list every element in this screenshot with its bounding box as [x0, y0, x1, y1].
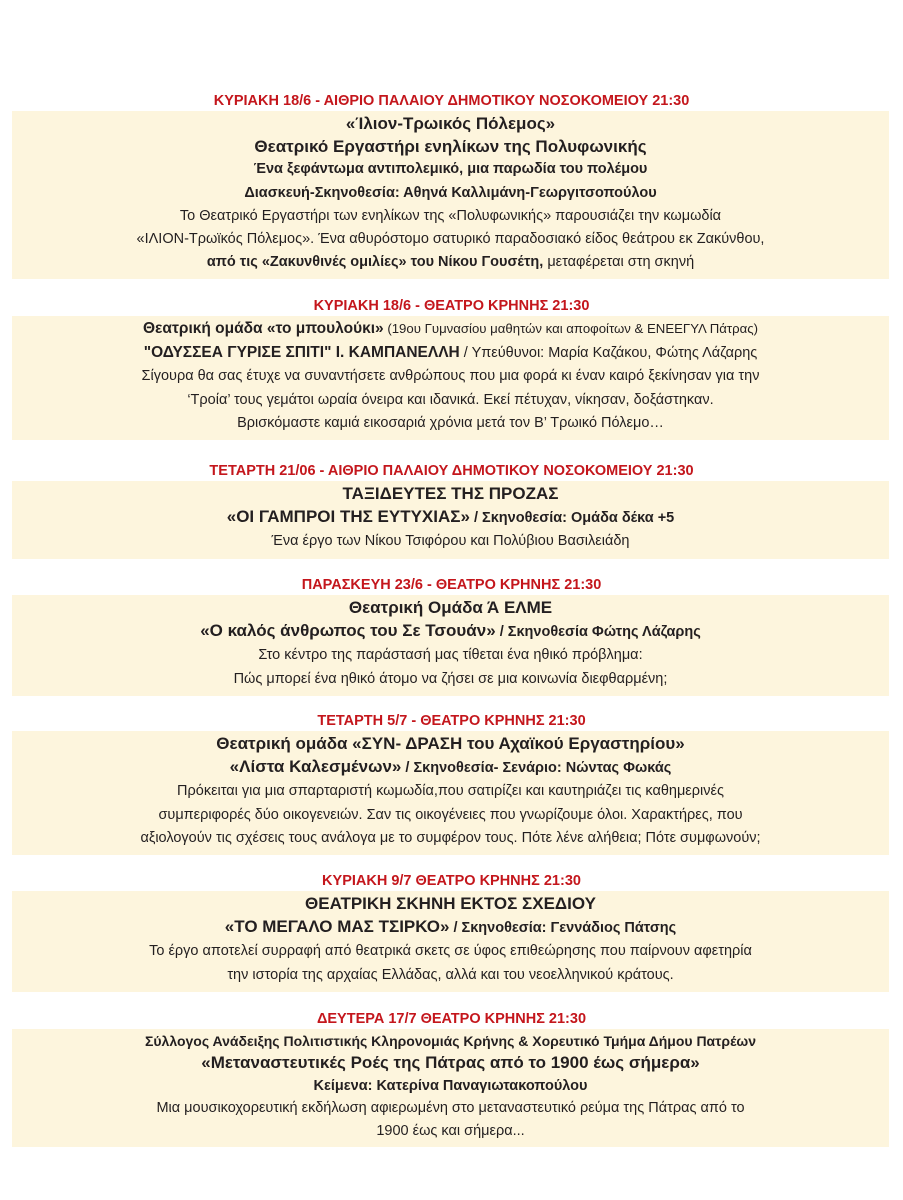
event-title-bold: «Ο καλός άνθρωπος του Σε Τσουάν» — [200, 621, 496, 641]
event-date: ΚΥΡΙΑΚΗ 18/6 - ΘΕΑΤΡΟ ΚΡΗΝΗΣ 21:30 — [313, 298, 590, 314]
event-2 — [0, 296, 903, 440]
event-desc-line: την ιστορία της αρχαίας Ελλάδας, αλλά και του νεοελληνικού κράτους. — [227, 966, 674, 983]
event-title — [16, 619, 885, 644]
event-title-rest: / Σκηνοθεσία: Γεννάδιος Πάτσης — [449, 920, 677, 937]
event-title-rest: / Υπεύθυνοι: Μαρία Καζάκου, Φώτης Λάζαρης — [459, 345, 758, 362]
event-desc-line — [16, 251, 885, 274]
event-title-rest: / Σκηνοθεσία- Σενάριο: Νώντας Φωκάς — [401, 760, 672, 777]
event-box — [12, 595, 889, 696]
event-desc-line: Στο κέντρο της παράστασή μας τίθεται ένα ηθικό πρόβλημα: — [258, 647, 643, 664]
event-date: ΤΕΤΑΡΤΗ 5/7 - ΘΕΑΤΡΟ ΚΡΗΝΗΣ 21:30 — [317, 713, 586, 729]
event-subtitle: Ένα ξεφάντωμα αντιπολεμικό, μια παρωδία του πολέμου — [253, 161, 648, 178]
event-date: ΠΑΡΑΣΚΕΥΗ 23/6 - ΘΕΑΤΡΟ ΚΡΗΝΗΣ 21:30 — [301, 577, 602, 593]
event-desc-line: ‘Τροία’ τους γεμάτοι ωραία όνειρα και ιδανικά. Εκεί πέτυχαν, νίκησαν, δοξάστηκαν. — [187, 391, 714, 408]
event-desc-line: Μια μουσικοχορευτική εκδήλωση αφιερωμένη στο μεταναστευτικό ρεύμα της Πάτρας από το — [156, 1100, 745, 1117]
event-credits: Διασκευή-Σκηνοθεσία: Αθηνά Καλλιμάνη-Γεωργιτσοπούλου — [244, 184, 657, 201]
event-title-bold: «ΟΙ ΓΑΜΠΡΟΙ ΤΗΣ ΕΥΤΥΧΙΑΣ» — [226, 507, 470, 527]
event-title: «Μεταναστευτικές Ροές της Πάτρας από το 1900 έως σήμερα» — [201, 1053, 700, 1073]
event-5 — [0, 711, 903, 855]
event-group: Θεατρική Ομάδα Ά ΕΛΜΕ — [348, 598, 553, 617]
event-desc-line: Βρισκόμαστε καμιά εικοσαριά χρόνια μετά τον Β’ Τρωικό Πόλεμο… — [237, 414, 664, 431]
event-title — [16, 341, 885, 365]
event-title-rest: / Σκηνοθεσία Φώτης Λάζαρης — [495, 624, 701, 641]
event-box — [12, 111, 889, 279]
event-title: «Ίλιον-Τρωικός Πόλεμος» — [345, 114, 556, 133]
event-desc-line: Σίγουρα θα σας έτυχε να συναντήσετε ανθρώπους που μια φορά κι έναν καιρό ξεκίνησαν για την — [141, 368, 760, 385]
event-group — [16, 317, 885, 341]
event-desc-line: Το έργο αποτελεί συρραφή από θεατρικά σκετς σε ύφος επιθεώρησης που παίρνουν αφετηρία — [149, 943, 752, 960]
event-title — [16, 915, 885, 940]
event-group: Σύλλογος Ανάδειξης Πολιτιστικής Κληρονομιάς Κρήνης & Χορευτικό Τμήμα Δήμου Πατρέων — [145, 1033, 756, 1049]
event-desc-line: «ΙΛΙΟΝ-Τρωϊκός Πόλεμος». Ένα αθυρόστομο σατυρικό παραδοσιακό είδος θεάτρου εκ Ζακύνθου, — [136, 231, 765, 248]
event-box — [12, 316, 889, 440]
event-title-bold: «Λίστα Καλεσμένων» — [229, 757, 402, 777]
event-group-bold: Θεατρική ομάδα «το μπουλούκι» — [143, 320, 384, 337]
event-group: ΘΕΑΤΡΙΚΗ ΣΚΗΝΗ ΕΚΤΟΣ ΣΧΕΔΙΟΥ — [305, 894, 596, 913]
event-group-rest: (19ου Γυμνασίου μαθητών και αποφοίτων & ΕΝΕΕΓΥΛ Πάτρας) — [383, 321, 758, 336]
event-box — [12, 891, 889, 992]
event-title-bold: "ΟΔΥΣΣΕΑ ΓΥΡΙΣΕ ΣΠΙΤΙ" Ι. ΚΑΜΠΑΝΕΛΛΗ — [143, 344, 460, 362]
event-desc-line: συμπεριφορές δύο οικογενειών. Σαν τις οικογένειες που γνωρίζουμε όλοι. Χαρακτήρες, που — [158, 806, 743, 823]
event-credits: Κείμενα: Κατερίνα Παναγιωτακοπούλου — [313, 1077, 588, 1094]
event-box — [12, 731, 889, 855]
event-title-bold: «ΤΟ ΜΕΓΑΛΟ ΜΑΣ ΤΣΙΡΚΟ» — [224, 917, 450, 937]
event-title-rest: / Σκηνοθεσία: Ομάδα δέκα +5 — [469, 510, 675, 527]
event-title — [16, 505, 885, 530]
event-1 — [0, 91, 903, 279]
event-3 — [0, 461, 903, 559]
event-desc-line: 1900 έως και σήμερα... — [376, 1122, 525, 1139]
event-desc-line: Το Θεατρικό Εργαστήρι των ενηλίκων της «Πολυφωνικής» παρουσιάζει την κωμωδία — [179, 207, 722, 224]
event-desc-line: αξιολογούν τις σχέσεις τους ανάλογα με το συμφέρον τους. Πότε λένε αλήθεια; Πότε συμφωνούν; — [140, 829, 761, 846]
event-4 — [0, 575, 903, 696]
event-group: Θεατρική ομάδα «ΣΥΝ- ΔΡΑΣΗ του Αχαϊκού Εργαστηρίου» — [216, 734, 685, 753]
event-date: ΚΥΡΙΑΚΗ 18/6 - ΑΙΘΡΙΟ ΠΑΛΑΙΟΥ ΔΗΜΟΤΙΚΟΥ ΝΟΣΟΚΟΜΕΙΟΥ 21:30 — [213, 93, 690, 109]
event-group: Θεατρικό Εργαστήρι ενηλίκων της Πολυφωνικής — [254, 137, 647, 157]
event-date: ΚΥΡΙΑΚΗ 9/7 ΘΕΑΤΡΟ ΚΡΗΝΗΣ 21:30 — [322, 873, 581, 889]
event-7 — [0, 1009, 903, 1147]
event-desc-line: Ένα έργο των Νίκου Τσιφόρου και Πολύβιου Βασιλειάδη — [271, 533, 630, 550]
event-date: ΤΕΤΑΡΤΗ 21/06 - ΑΙΘΡΙΟ ΠΑΛΑΙΟΥ ΔΗΜΟΤΙΚΟΥ ΝΟΣΟΚΟΜΕΙΟΥ 21:30 — [209, 463, 694, 479]
event-desc-bold: από τις «Ζακυνθινές ομιλίες» του Νίκου Γουσέτη, — [206, 254, 544, 271]
event-desc-rest: μεταφέρεται στη σκηνή — [543, 254, 695, 271]
event-6 — [0, 871, 903, 992]
event-desc-line: Πρόκειται για μια σπαρταριστή κωμωδία,που σατιρίζει και καυτηριάζει τις καθημερινές — [177, 783, 724, 800]
event-title — [16, 755, 885, 780]
event-box — [12, 481, 889, 559]
event-desc-line: Πώς μπορεί ένα ηθικό άτομο να ζήσει σε μια κοινωνία διεφθαρμένη; — [233, 670, 668, 687]
event-box — [12, 1029, 889, 1147]
event-group: ΤΑΞΙΔΕΥΤΕΣ ΤΗΣ ΠΡΟΖΑΣ — [342, 484, 559, 503]
event-date: ΔΕΥΤΕΡΑ 17/7 ΘΕΑΤΡΟ ΚΡΗΝΗΣ 21:30 — [316, 1011, 587, 1027]
